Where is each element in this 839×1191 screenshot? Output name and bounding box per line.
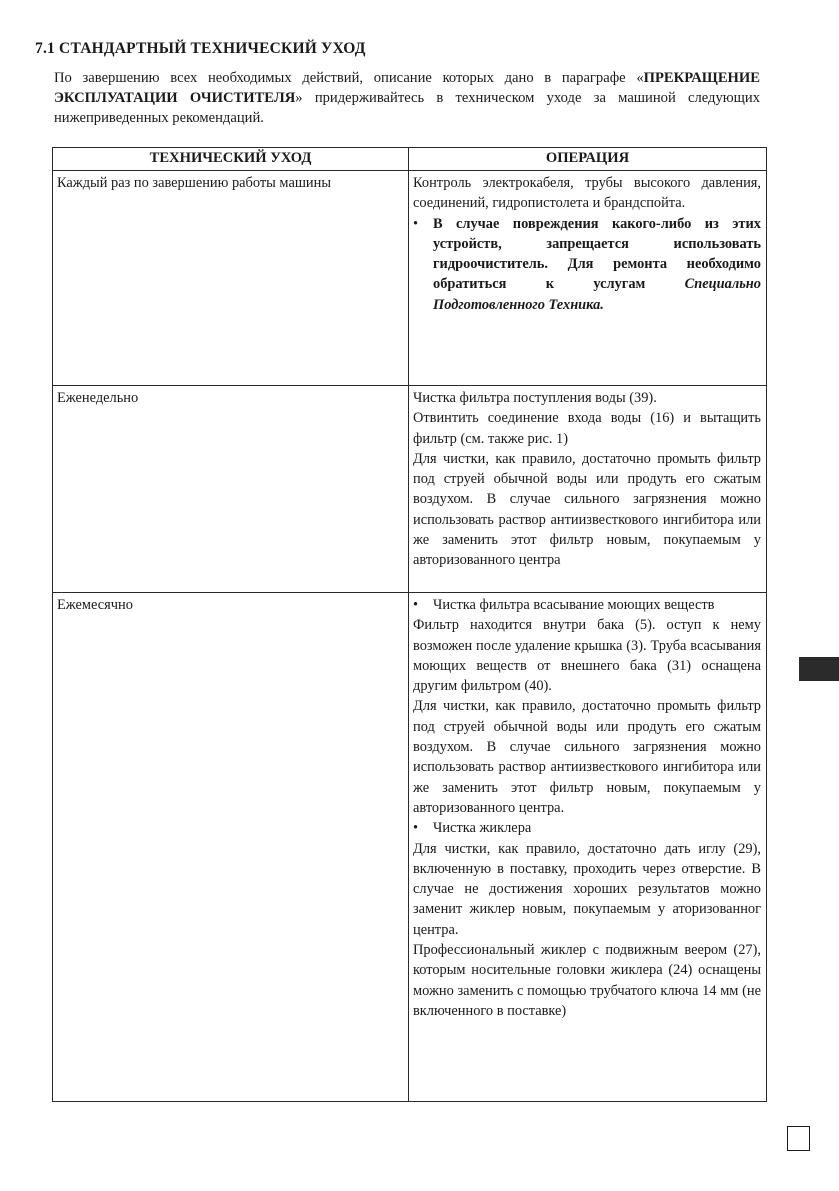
operation-text: Для чистки, как правило, достаточно промыть фильтр под струей обычной воды или продуть его сжатым воздухом. В случае сильного загрязнения можно использовать раствор антиизвесткового ингибитора или же заменить этот фильтр новым, покупаемым у авторизованного центра.: [413, 698, 761, 816]
row-operation: [409, 593, 767, 1102]
warning-text: [433, 214, 761, 315]
row-interval: Каждый раз по завершению работы машины: [53, 171, 409, 386]
row-interval: Еженедельно: [53, 386, 409, 593]
bullet-item: [413, 214, 761, 315]
table-row: [53, 386, 767, 593]
warning-italic-text: Специально Подготовленного Техника.: [433, 276, 761, 313]
header-operation: ОПЕРАЦИЯ: [409, 148, 767, 171]
section-title: 7.1 СТАНДАРТНЫЙ ТЕХНИЧЕСКИЙ УХОД: [35, 40, 366, 57]
operation-text: Профессиональный жиклер с подвижным веером (27), которым носительные головки жиклера (24) оснащены можно заменить с помощью трубчатого ключа 14 мм (не включенного в поставке): [413, 942, 761, 1019]
table-header-row: [53, 148, 767, 171]
bullet-item: [413, 595, 761, 615]
warning-bold-text: В случае повреждения какого-либо из этих устройств, запрещается использовать гидроочиститель. Для ремонта необходимо обратиться к услугам: [433, 215, 761, 293]
operation-text: Контроль электрокабеля, трубы высокого давления, соединений, гидропистолета и брандспойта.: [413, 175, 761, 212]
bullet-glyph: •: [413, 820, 419, 837]
bullet-glyph: •: [413, 215, 419, 232]
maintenance-table: [52, 147, 767, 1102]
table-row: [53, 171, 767, 386]
header-maintenance: ТЕХНИЧЕСКИЙ УХОД: [53, 148, 409, 171]
operation-text: Фильтр находится внутри бака (5). оступ к нему возможен после удаление крышка (3). Труба всасывания моющих веществ от внешнего бака (31) оснащена другим фильтром (40).: [413, 617, 761, 695]
intro-text-start: По завершению всех необходимых действий, описание которых дано в параграфе «: [54, 70, 644, 86]
bullet-glyph: •: [413, 597, 419, 613]
bullet-text: Чистка жиклера: [433, 820, 532, 837]
operation-text: Чистка фильтра поступления воды (39).: [413, 390, 657, 406]
intro-paragraph: [54, 68, 760, 128]
operation-text: Для чистки, как правило, достаточно дать иглу (29), включенную в поставку, проходить через отверстие. В случае не достижения хороших результатов можно заменит жиклер новым, покупаемым у аторизованног центра.: [413, 840, 761, 938]
row-interval: Ежемесячно: [53, 593, 409, 1102]
operation-text: Для чистки, как правило, достаточно промыть фильтр под струей обычной воды или продуть его сжатым воздухом. В случае сильного загрязнения можно использовать раствор антиизвесткового ингибитора или же заменить этот фильтр новым, покупаемым у авторизованного центра: [413, 450, 761, 569]
operation-text: Отвинтить соединение входа воды (16) и вытащить фильтр (см. также рис. 1): [413, 410, 761, 447]
row-operation: [409, 171, 767, 386]
bullet-item: [413, 818, 761, 838]
bullet-text: Чистка фильтра всасывание моющих веществ: [433, 597, 715, 613]
row-operation: [409, 386, 767, 593]
table-row: [53, 593, 767, 1102]
chapter-tab-marker: [799, 657, 839, 681]
intro-bold-reference: ПРЕКРАЩЕНИЕ ЭКСПЛУАТАЦИИ ОЧИСТИТЕЛЯ: [54, 70, 760, 106]
intro-text-end: » придерживайтесь в техническом уходе за машиной следующих нижеприведенных рекомендаций.: [54, 90, 761, 126]
page-number-box: [787, 1126, 810, 1151]
